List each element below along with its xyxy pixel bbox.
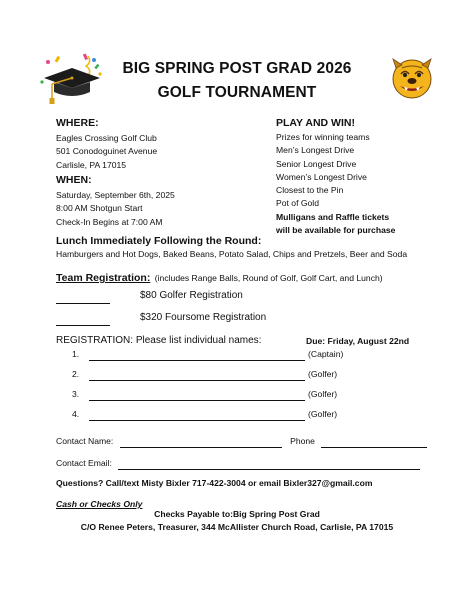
name-row-1: [72, 348, 343, 361]
play-line: Senior Longest Drive: [276, 158, 357, 169]
cash-checks-note: Cash or Checks Only: [56, 499, 143, 509]
golfer-registration-blank[interactable]: [56, 303, 110, 304]
play-block: [276, 131, 395, 237]
row-number: 1.: [72, 349, 80, 359]
row-number: 4.: [72, 409, 80, 419]
name-field-3[interactable]: [89, 388, 305, 401]
name-field-4[interactable]: [89, 408, 305, 421]
contact-name-label: Contact Name:: [56, 436, 114, 446]
when-heading: WHEN:: [56, 174, 92, 186]
phone-field[interactable]: [321, 435, 427, 448]
golfer-registration-label: $80 Golfer Registration: [140, 290, 243, 301]
foursome-registration-label: $320 Foursome Registration: [140, 312, 267, 323]
name-row-2: [72, 368, 337, 381]
play-heading: PLAY AND WIN!: [276, 117, 355, 129]
play-line: Men’s Longest Drive: [276, 145, 355, 156]
play-line: Prizes for winning teams: [276, 132, 370, 142]
play-bold-line: will be available for purchase: [276, 225, 396, 236]
row-role: (Golfer): [308, 389, 338, 399]
name-field-1[interactable]: [89, 348, 305, 361]
play-line: Closest to the Pin: [276, 185, 344, 196]
contact-email-label: Contact Email:: [56, 458, 112, 468]
play-line: Women’s Longest Drive: [276, 171, 367, 182]
play-bold-line: Mulligans and Raffle tickets: [276, 211, 390, 222]
contact-name-row: [56, 435, 427, 448]
team-note: (includes Range Balls, Round of Golf, Golf Cart, and Lunch): [154, 273, 383, 283]
team-registration: [56, 268, 383, 286]
row-role: (Golfer): [308, 409, 338, 419]
title-line-1: BIG SPRING POST GRAD 2026: [122, 60, 352, 77]
treasurer-address-line: C/O Renee Peters, Treasurer, 344 McAllister Church Road, Carlisle, PA 17015: [80, 522, 394, 532]
phone-label: Phone: [290, 436, 315, 446]
when-line: Saturday, September 6th, 2025: [56, 190, 175, 200]
contact-name-field[interactable]: [120, 435, 282, 448]
lunch-heading: Lunch Immediately Following the Round:: [56, 235, 262, 247]
when-line: 8:00 AM Shotgun Start: [56, 203, 143, 214]
where-line: Eagles Crossing Golf Club: [56, 133, 157, 143]
when-block: [56, 189, 175, 229]
row-number: 3.: [72, 389, 80, 399]
foursome-registration-blank[interactable]: [56, 325, 110, 326]
name-row-3: [72, 388, 337, 401]
registration-label: REGISTRATION: Please list individual names:: [56, 335, 262, 346]
checks-payable-line: Checks Payable to:Big Spring Post Grad: [154, 509, 320, 519]
name-row-4: [72, 408, 337, 421]
row-role: (Golfer): [308, 369, 338, 379]
where-block: [56, 132, 157, 172]
name-field-2[interactable]: [89, 368, 305, 381]
when-line: Check-In Begins at 7:00 AM: [56, 216, 163, 227]
contact-email-field[interactable]: [118, 457, 420, 470]
row-role: (Captain): [308, 349, 344, 359]
row-number: 2.: [72, 369, 80, 379]
where-heading: WHERE:: [56, 117, 99, 129]
questions-line: Questions? Call/text Misty Bixler 717-422-3004 or email Bixler327@gmail.com: [56, 478, 373, 488]
where-line: Carlisle, PA 17015: [56, 159, 127, 170]
due-date: Due: Friday, August 22nd: [306, 336, 410, 346]
lunch-text: Hamburgers and Hot Dogs, Baked Beans, Potato Salad, Chips and Pretzels, Beer and Soda: [56, 249, 408, 259]
team-heading: Team Registration:: [56, 272, 151, 284]
where-line: 501 Conodoguinet Avenue: [56, 146, 158, 157]
play-line: Pot of Gold: [276, 198, 319, 209]
contact-email-row: [56, 457, 420, 470]
title-line-2: GOLF TOURNAMENT: [157, 84, 317, 101]
